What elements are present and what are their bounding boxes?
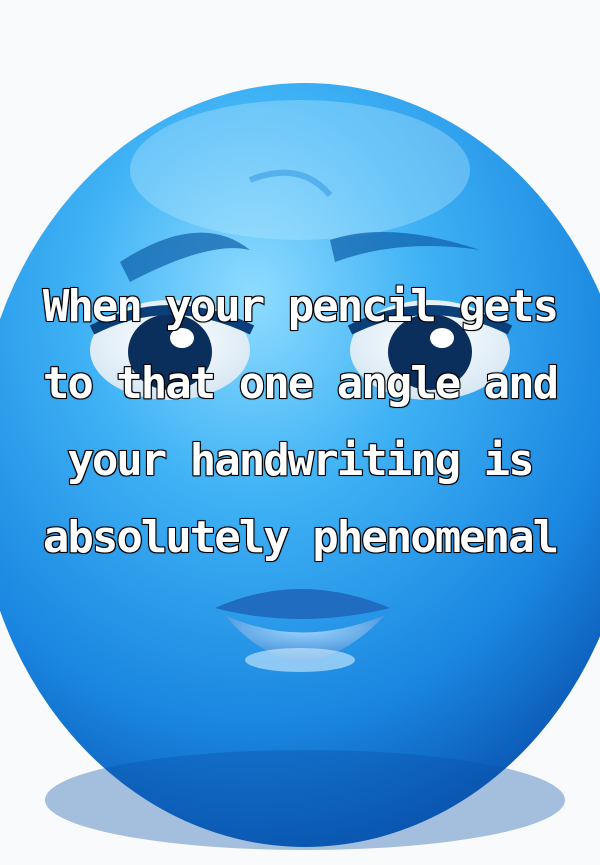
caption-line-4: absolutely phenomenal (42, 512, 558, 563)
meme-caption (20, 268, 580, 576)
face-highlight (130, 100, 470, 240)
caption-line-2: to that one angle and (42, 358, 558, 409)
caption-line-1: When your pencil gets (42, 281, 558, 332)
caption-line-3: your handwriting is (67, 435, 533, 486)
